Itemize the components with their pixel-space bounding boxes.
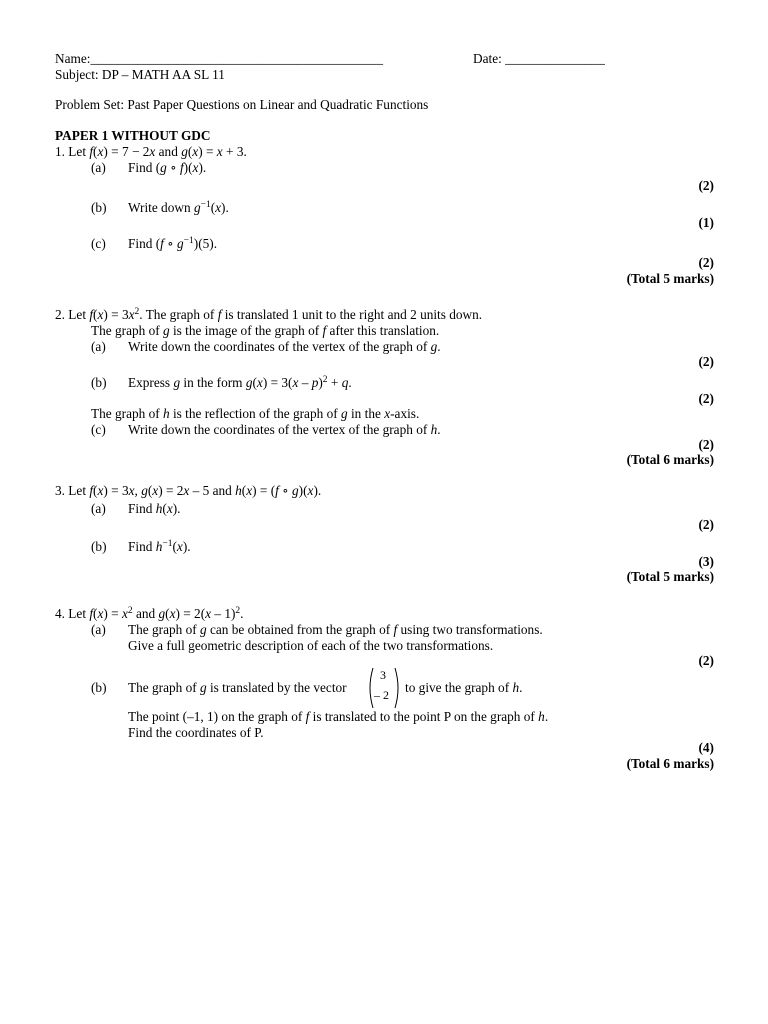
q4b-text-line2: The point (–1, 1) on the graph of f is translated to the point P on the graph of h.	[128, 709, 549, 724]
q2-stem-line2-text: The graph of g is the image of the graph of f after this translation.	[91, 323, 440, 338]
q3a-text: Find h(x).	[128, 501, 181, 516]
subject-line: Subject: DP – MATH AA SL 11	[55, 67, 225, 82]
q2b-label: (b)	[91, 375, 107, 390]
q1a-marks-row	[0, 177, 768, 195]
vector-top-component: 3	[380, 668, 386, 682]
q1-total: (Total 5 marks)	[626, 271, 714, 286]
q1a-label: (a)	[91, 160, 106, 175]
q2c-label: (c)	[91, 422, 106, 437]
q1a-text: Find (g ∘ f)(x).	[128, 160, 207, 175]
q1b-label: (b)	[91, 200, 107, 215]
q1c-text: Find (f ∘ $g^{-1})(5)$.	[128, 236, 218, 251]
q4b-label: (b)	[91, 680, 107, 695]
q1a-row	[0, 159, 768, 177]
q2c-marks: (2)	[698, 437, 714, 452]
q2b-text: Express g in the form g(x) = 3(x – p)$^2$ + q.	[128, 375, 352, 390]
q4a-marks: (2)	[698, 653, 714, 668]
q2b-marks: (2)	[698, 391, 714, 406]
q4b-text-after-vector: to give the graph of h.	[405, 680, 523, 695]
q1b-text: Write down $g^{-1}(x)$.	[128, 200, 229, 215]
name-line: Name:____________________________________________	[55, 51, 383, 66]
q2c-text: Write down the coordinates of the vertex of the graph of h.	[128, 422, 441, 437]
q4b-marks: (4)	[698, 740, 714, 755]
q4b-text: The graph of g is translated by the vector	[128, 680, 347, 695]
subject-row	[0, 66, 768, 84]
q2a-text: Write down the coordinates of the vertex of the graph of g.	[128, 339, 441, 354]
q3b-label: (b)	[91, 539, 107, 554]
q3-total-row	[0, 568, 768, 586]
q1-stem-text: 1. Let f(x) = 7 − 2x and g(x) = x + 3.	[55, 144, 247, 159]
q2-stem-text: 2. Let $f(x) = 3x^2$. The graph of f is translated 1 unit to the right and 2 units down.	[55, 307, 483, 322]
section-title: PAPER 1 WITHOUT GDC	[55, 128, 211, 143]
translation-vector	[366, 666, 402, 710]
q1-total-row	[0, 270, 768, 288]
vector-bottom-component: – 2	[374, 688, 389, 702]
q3-stem-text: 3. Let f(x) = 3x, g(x) = 2x – 5 and h(x) = (f ∘ g)(x).	[55, 483, 322, 498]
problem-set-row	[0, 96, 768, 114]
q3a-label: (a)	[91, 501, 106, 516]
q4a-text: The graph of g can be obtained from the graph of f using two transformations.	[128, 622, 543, 637]
q2-total: (Total 6 marks)	[626, 452, 714, 467]
q1c-label: (c)	[91, 236, 106, 251]
date-line: Date: _______________	[473, 51, 605, 66]
q3b-marks: (3)	[698, 554, 714, 569]
problem-set-title: Problem Set: Past Paper Questions on Linear and Quadratic Functions	[55, 97, 429, 112]
q2a-marks-row	[0, 353, 768, 371]
q3b-text: Find $h^{-1}(x)$.	[128, 539, 191, 554]
q1b-marks: (1)	[698, 215, 714, 230]
q3-total: (Total 5 marks)	[626, 569, 714, 584]
q1c-marks: (2)	[698, 255, 714, 270]
q4-stem-text: 4. Let $f(x) = x^2$ and g(x) = 2(x – 1)$^2$.	[55, 606, 244, 621]
q1c-row	[0, 235, 768, 253]
q1b-marks-row	[0, 214, 768, 232]
q4a-text-line2: Give a full geometric description of each of the two transformations.	[128, 638, 494, 653]
q2a-label: (a)	[91, 339, 106, 354]
q3a-marks: (2)	[698, 517, 714, 532]
q1a-marks: (2)	[698, 178, 714, 193]
q2-total-row	[0, 451, 768, 469]
q4-total-row	[0, 755, 768, 773]
q2a-marks: (2)	[698, 354, 714, 369]
q2-mid-text: The graph of h is the reflection of the graph of g in the x-axis.	[91, 406, 420, 421]
q4-total: (Total 6 marks)	[626, 756, 714, 771]
q4a-label: (a)	[91, 622, 106, 637]
q4b-text-line3: Find the coordinates of P.	[128, 725, 264, 740]
q3a-marks-row	[0, 516, 768, 534]
q3-stem	[0, 482, 768, 500]
